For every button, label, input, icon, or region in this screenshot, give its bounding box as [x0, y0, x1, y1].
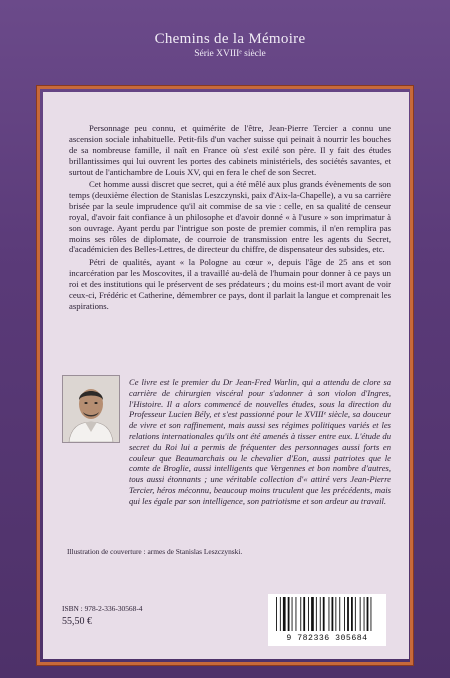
author-block: [62, 375, 392, 535]
barcode-bar: [292, 597, 293, 631]
author-portrait-icon: [63, 376, 119, 442]
barcode-bar: [283, 597, 286, 631]
barcode: [268, 594, 386, 646]
barcode-bar: [303, 597, 305, 631]
barcode-bar: [351, 597, 353, 631]
barcode-bar: [288, 597, 290, 631]
barcode-bar: [367, 597, 369, 631]
series-subtitle: Série XVIIIᵉ siècle: [194, 49, 266, 59]
barcode-bar: [332, 597, 334, 631]
series-header: [140, 30, 320, 70]
barcode-bar: [371, 597, 372, 631]
barcode-icon: [268, 594, 386, 634]
barcode-bar: [335, 597, 336, 631]
book-summary: [69, 123, 391, 313]
isbn-text: ISBN : 978-2-336-30568-4: [62, 604, 143, 613]
barcode-bar: [347, 597, 349, 631]
barcode-bar: [329, 597, 330, 631]
barcode-bar: [296, 597, 297, 631]
author-bio: Ce livre est le premier du Dr Jean-Fred Warlin, qui a attendu de clore sa carrière de chirurgien viscéral pour s'adonner à son violon d'Ingres, l'Histoire. Il a alors commencé de nouvelles études, sous la direction du Professeur Lucien Bély, et s'est passionné pour le XVIIIᵉ siècle, sa douceur de vivre et son raffinement, mais aussi ses régimes politiques variés et les relations internationales qu'ils ont été amenés à tisser entre eux. L'étude du secret du Roi lui a permis de fréquenter des personnages aussi forts en couleur que Beaumarchais ou le chevalier d'Eon, aussi patriotes que le comte de Broglie, aussi intelligents que Vergennes et bon nombre d'autres, tous aussi étonnants ; une véritable collection d'« attiré vers Jean-Pierre Tercier, héros méconnu, beaucoup moins truculent que les précédents, mais qui les égale par son intelligence, son patriotisme et son ardeur au travail.: [129, 377, 391, 506]
barcode-bar: [300, 597, 301, 631]
price-text: 55,50 €: [62, 616, 92, 627]
barcode-bar: [276, 597, 277, 631]
barcode-bar: [323, 597, 325, 631]
barcode-bar: [360, 597, 361, 631]
barcode-digits: 9 782336 305684: [286, 634, 368, 643]
barcode-bar: [339, 597, 340, 631]
barcode-bar: [355, 597, 356, 631]
barcode-bar: [344, 597, 345, 631]
barcode-bar: [308, 597, 309, 631]
summary-paragraph: Pétri de qualités, ayant « la Pologne au cœur », depuis l'âge de 25 ans et son incarcération par les Moscovites, il a travaillé au-delà de l'humain pour donner à ce pays un roi et des institutions qui le préservent de ses prédateurs ; du moins est-il mort avant de voir ceux-ci, Frédéric et Catherine, démembrer ce pays, dont il parlait la langue et comprenait les aspirations.: [69, 256, 391, 311]
barcode-bar: [364, 597, 365, 631]
barcode-bar: [311, 597, 314, 631]
series-title: Chemins de la Mémoire: [154, 31, 306, 47]
author-photo: [62, 375, 120, 443]
barcode-bar: [320, 597, 321, 631]
summary-paragraph: Cet homme aussi discret que secret, qui a été mêlé aux plus grands évènements de son temps (deuxième élection de Stanislas Leszczynski, paix d'Aix-la-Chapelle), a vu sa carrière brisée par la seule imprudence qu'il ait commise de sa vie : celle, en sa qualité de censeur royal, d'avoir fait confiance à un philosophe et d'avoir donné « à l'usure » son imprimatur à son ouvrage. Ayant perdu par l'intrigue son poste de premier commis, il n'en remplira pas moins ses rôles de diplomate, de courroie de transmission entre les agents du Secret, d'académicien des Belles-Lettres, de directeur du chiffre, de dispensateur des subsides, etc.: [69, 179, 391, 255]
illustration-credit: Illustration de couverture : armes de Stanislas Leszczynski.: [67, 547, 243, 556]
barcode-bar: [280, 597, 281, 631]
barcode-bar: [316, 597, 317, 631]
summary-paragraph: Personnage peu connu, et quimérite de l'être, Jean-Pierre Tercier a connu une ascension sociale inhabituelle. Petit-fils d'un vacher suisse qui peinait à nourrir les bouches de sa nombreuse famille, il naît en France où s'est exilé son père. Il y fait des études brillantissimes qui lui ouvrent les portes des cabinets ministériels, des sociétés savantes, et surtout de l'antichambre de Louis XV, qui en fera le chef de son Secret.: [69, 123, 391, 177]
